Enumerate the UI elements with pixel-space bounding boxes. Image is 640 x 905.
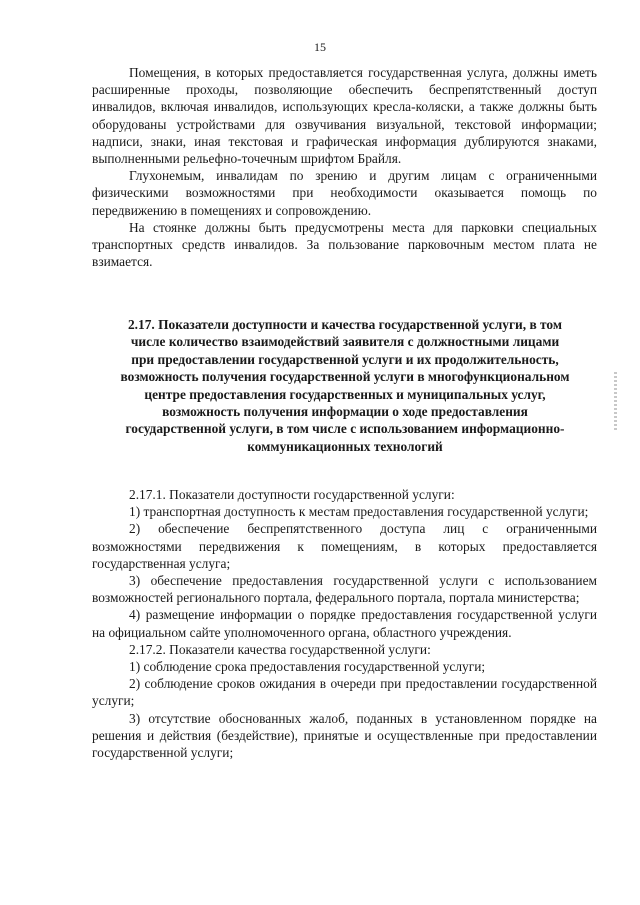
list-item: 3) обеспечение предоставления государственной услуги с использованием возможностей регионального портала, федерального портала, портала министерства; — [92, 573, 597, 606]
list-item: 1) соблюдение срока предоставления государственной услуги; — [129, 659, 486, 675]
section-text — [92, 486, 597, 761]
list-item: 3) отсутствие обоснованных жалоб, поданных в установленном порядке на решения и действия (бездействие), принятые и осуществленные при предоставлении государственной услуги; — [92, 710, 597, 761]
subsection-quality-title: 2.17.2. Показатели качества государственной услуги: — [129, 641, 431, 657]
paragraph-assistance: Глухонемым, инвалидам по зрению и другим лицам с ограниченными физическими возможностями при необходимости оказывается помощь по передвижению в помещениях и сопровождению. — [92, 168, 597, 218]
page-number: 15 — [314, 40, 326, 54]
intro-text — [92, 64, 597, 270]
list-item: 2) обеспечение беспрепятственного доступа лиц с ограниченными возможностями передвижения к помещениям, в которых предоставляется государственная услуга; — [92, 521, 597, 571]
subsection-accessibility-title: 2.17.1. Показатели доступности государственной услуги: — [129, 487, 455, 502]
paragraph-parking: На стоянке должны быть предусмотрены места для парковки специальных транспортных средств инвалидов. За пользование парковочным местом плата не взимается. — [92, 219, 597, 270]
paragraph-premises: Помещения, в которых предоставляется государственная услуга, должны иметь расширенные проходы, позволяющие обеспечить беспрепятственный доступ инвалидов, включая инвалидов, использующих кресла-коляски, а также должны быть оборудованы устройствами для озвучивания визуальной, текстовой информации; надписи, знаки, иная текстовая и графическая информация дублируются знаками, выполненными рельефно-точечным шрифтом Брайля. — [92, 65, 597, 167]
scan-artifact — [614, 372, 617, 432]
section-heading: 2.17. Показатели доступности и качества государственной услуги, в том числе количество взаимодействий заявителя с должностными лицами при предоставлении государственной услуги и их продолжительность, возможность получения государственной услуги в многофункциональном центре предоставления государственных и муниципальных услуг, возможность получения информации о ходе предоставления государственной услуги, в том числе с использованием информационно-коммуникационных технологий — [120, 317, 570, 454]
list-item: 2) соблюдение сроков ожидания в очереди при предоставлении государственной услуги; — [92, 676, 597, 709]
list-item: 4) размещение информации о порядке предоставления государственной услуги на официальном сайте уполномоченного органа, областного учреждения. — [92, 607, 597, 640]
list-item: 1) транспортная доступность к местам предоставления государственной услуги; — [129, 504, 589, 520]
